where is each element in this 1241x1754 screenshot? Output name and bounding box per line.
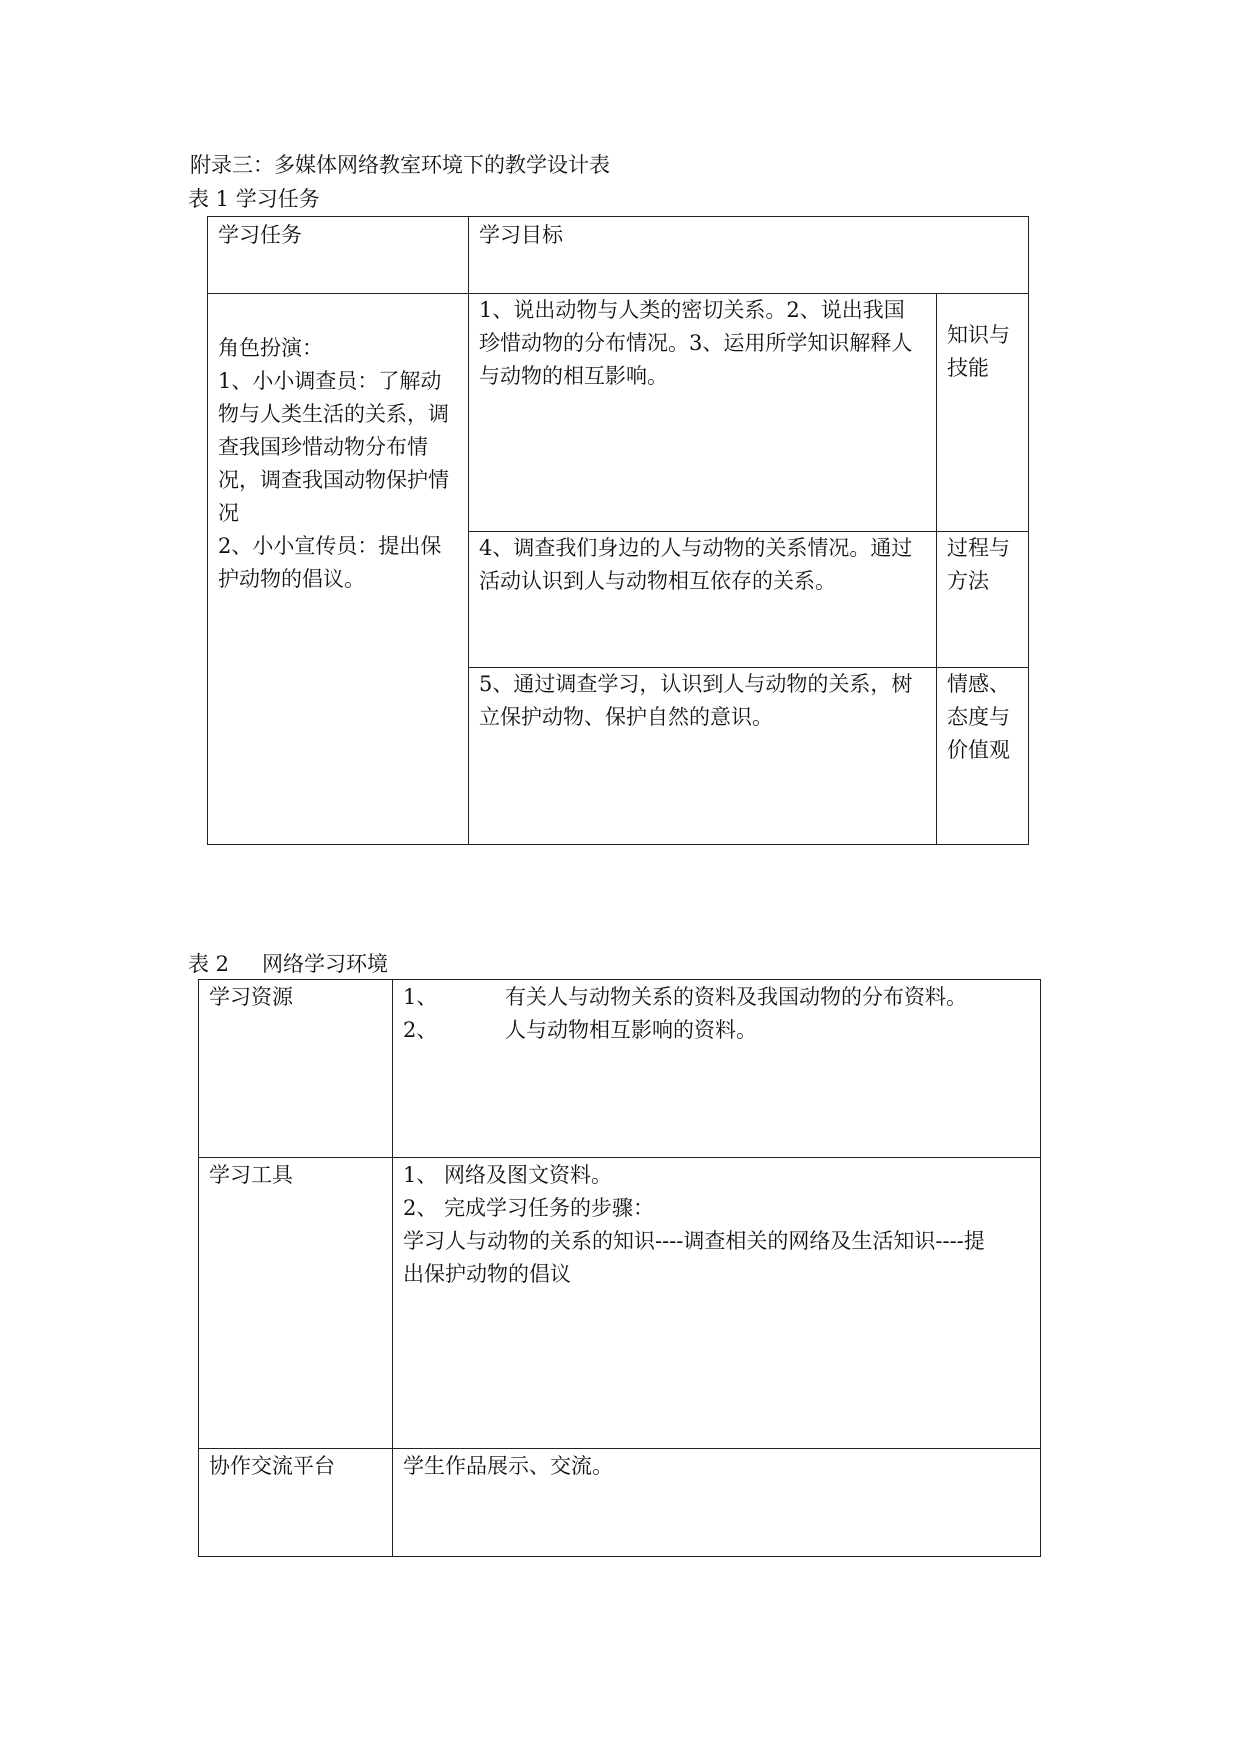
goal-line: 4、调查我们身边的人与动物的关系情况。通过 [479, 536, 913, 560]
category-text [947, 668, 1010, 767]
category-line: 态度与 [947, 705, 1010, 729]
table2-row-platform [199, 1449, 1041, 1557]
goal-text [479, 668, 912, 734]
goal-line: 珍惜动物的分布情况。3、运用所学知识解释人 [479, 331, 913, 355]
table1-caption: 表 1 学习任务 [188, 187, 320, 211]
tools-line: 2、 完成学习任务的步骤： [403, 1196, 655, 1220]
table1-header-task [208, 217, 469, 294]
table2-row-tools [199, 1158, 1041, 1449]
goal-line: 与动物的相互影响。 [479, 364, 668, 388]
resources-content-cell [393, 980, 1041, 1158]
appendix-title: 附录三：多媒体网络教室环境下的教学设计表 [190, 153, 610, 177]
network-environment-table [198, 979, 1041, 1557]
category-cell-knowledge [937, 294, 1029, 532]
category-line: 知识与 [947, 323, 1010, 347]
header-goal-label: 学习目标 [479, 223, 563, 247]
tools-content-cell [393, 1158, 1041, 1449]
platform-text: 学生作品展示、交流。 [403, 1454, 613, 1478]
goal-line: 5、通过调查学习，认识到人与动物的关系，树 [479, 672, 913, 696]
table1-row-knowledge [208, 294, 1029, 532]
row-label: 协作交流平台 [209, 1454, 335, 1478]
task-line: 物与人类生活的关系，调 [218, 402, 449, 426]
row-label-cell [199, 980, 393, 1158]
row-label-cell [199, 1449, 393, 1557]
list-number: 1、 [403, 985, 438, 1009]
table2-caption-number: 表 2 [188, 952, 230, 976]
category-cell-attitude [937, 668, 1029, 845]
platform-content-cell [393, 1449, 1041, 1557]
task-line: 1、小小调查员：了解动 [218, 369, 442, 393]
row-label: 学习工具 [209, 1163, 293, 1187]
category-line: 价值观 [947, 738, 1010, 762]
task-line: 况，调查我国动物保护情 [218, 468, 449, 492]
task-line: 况 [218, 501, 239, 525]
table2-row-resources [199, 980, 1041, 1158]
learning-task-table [207, 216, 1029, 845]
goal-text [479, 532, 912, 598]
list-number: 2、 [403, 1018, 438, 1042]
category-line: 过程与 [947, 536, 1010, 560]
role-play-text [218, 332, 449, 596]
tools-text [403, 1159, 985, 1291]
table2-caption-title: 网络学习环境 [262, 952, 388, 976]
goal-cell-attitude [469, 668, 937, 845]
tools-line: 1、 网络及图文资料。 [403, 1163, 613, 1187]
task-line: 角色扮演： [218, 336, 323, 360]
category-line: 技能 [947, 356, 989, 380]
table1-header-row [208, 217, 1029, 294]
goal-text [479, 294, 912, 393]
goal-line: 1、说出动物与人类的密切关系。2、说出我国 [479, 298, 905, 322]
task-line: 查我国珍惜动物分布情 [218, 435, 428, 459]
list-item: 人与动物相互影响的资料。 [505, 1018, 757, 1042]
row-label-cell [199, 1158, 393, 1449]
goal-cell-knowledge [469, 294, 937, 532]
table1-header-goal [469, 217, 1029, 294]
tools-line: 出保护动物的倡议 [403, 1262, 571, 1286]
role-play-cell [208, 294, 469, 845]
tools-line: 学习人与动物的关系的知识----调查相关的网络及生活知识----提 [403, 1229, 985, 1253]
task-line: 2、小小宣传员：提出保 [218, 534, 442, 558]
task-line: 护动物的倡议。 [218, 567, 365, 591]
goal-line: 立保护动物、保护自然的意识。 [479, 705, 773, 729]
category-text [947, 532, 1010, 598]
goal-cell-process [469, 532, 937, 668]
row-label: 学习资源 [209, 985, 293, 1009]
category-text [947, 319, 1010, 385]
list-item: 有关人与动物关系的资料及我国动物的分布资料。 [505, 985, 967, 1009]
header-task-label: 学习任务 [218, 223, 302, 247]
goal-line: 活动认识到人与动物相互依存的关系。 [479, 569, 836, 593]
category-cell-process [937, 532, 1029, 668]
category-line: 情感、 [947, 672, 1010, 696]
category-line: 方法 [947, 569, 989, 593]
